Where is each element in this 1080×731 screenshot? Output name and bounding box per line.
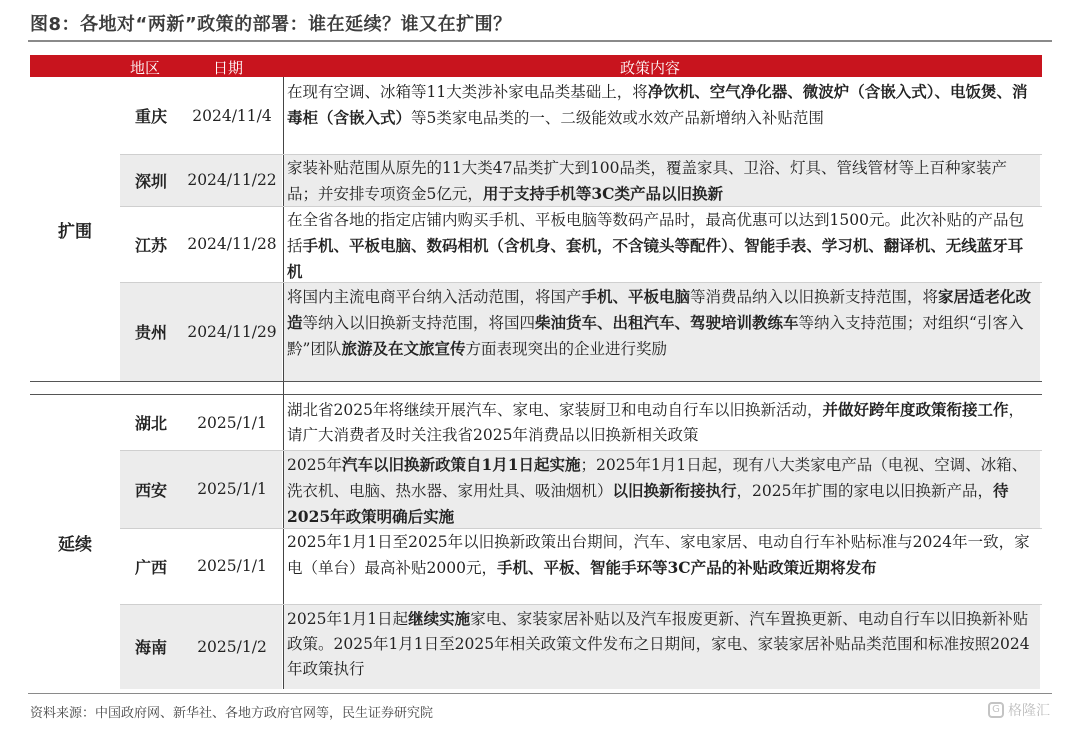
content-cell bbox=[284, 154, 1040, 206]
content-text: 2025年1月1日至2025年以旧换新政策出台期间，汽车、家电家居、电动自行车补贴标准与2024年一致，家电（单台）最高补贴2000元， bbox=[287, 533, 1030, 577]
table-row bbox=[30, 450, 1042, 528]
emphasized-text: 待2025年政策明确后实施 bbox=[287, 481, 1009, 526]
table-row bbox=[30, 206, 1042, 282]
row-divider bbox=[120, 282, 1042, 283]
content-cell bbox=[284, 206, 1040, 282]
content-text: 在全省各地的指定店铺内购买手机、平板电脑等数码产品时，最高优惠可以达到1500元。此次补贴的产品包括 bbox=[287, 211, 1024, 255]
city-cell: 湖北 bbox=[134, 414, 167, 433]
content-text: ，请广大消费者及时关注我省2025年消费品以旧换新相关政策 bbox=[287, 401, 1024, 444]
row-divider bbox=[120, 528, 1042, 529]
source-note: 资料来源：中国政府网、新华社、各地方政府官网等，民生证券研究院 bbox=[30, 706, 434, 721]
content-text: 等纳入支持范围；对组织“引客入黔”团队 bbox=[287, 314, 1024, 358]
table-row bbox=[30, 282, 1042, 381]
table-header bbox=[30, 55, 1042, 77]
emphasized-text: 用于支持手机等3C类产品以旧换新 bbox=[482, 184, 723, 203]
content-text: ，2025年扩围的家电以旧换新产品， bbox=[736, 482, 993, 500]
content-text: ；2025年1月1日起，现有八大类家电产品（电视、空调、冰箱、洗衣机、电脑、热水器、家用灶具、吸油烟机） bbox=[287, 456, 1028, 500]
footer-divider bbox=[28, 693, 1052, 694]
row-divider bbox=[120, 604, 1042, 605]
content-text: 等纳入以旧换新支持范围，将国四 bbox=[302, 314, 536, 332]
content-text: 2025年1月1日起 bbox=[287, 610, 409, 628]
emphasized-text: 旅游及在文旅宣传 bbox=[341, 339, 466, 358]
table-row bbox=[30, 528, 1042, 604]
header-content: 政策内容 bbox=[620, 59, 681, 77]
table-row bbox=[30, 77, 1042, 154]
policy-table bbox=[30, 77, 1042, 689]
city-cell: 广西 bbox=[134, 557, 167, 577]
date-cell: 2025/1/2 bbox=[182, 604, 282, 689]
row-divider bbox=[120, 206, 1042, 207]
content-text: 等5类家电品类的一、二级能效或水效产品新增纳入补贴范围 bbox=[411, 109, 824, 127]
date-cell: 2024/11/28 bbox=[187, 235, 277, 253]
content-cell bbox=[284, 450, 1040, 528]
brand-logo-icon: G bbox=[988, 702, 1004, 718]
title-divider bbox=[28, 40, 1052, 42]
emphasized-text: 并做好跨年度政策衔接工作 bbox=[822, 400, 1009, 419]
emphasized-text: 手机、平板、智能手环等3C产品的补贴政策近期将发布 bbox=[496, 558, 877, 577]
table-row bbox=[30, 154, 1042, 206]
date-cell: 2024/11/29 bbox=[182, 282, 282, 381]
content-text: 家装补贴范围从原先的11大类47品类扩大到100品类，覆盖家具、卫浴、灯具、管线管材等上百种家装产品；并安排专项资金5亿元， bbox=[287, 159, 1008, 203]
emphasized-text: 柴油货车、出租汽车、驾驶培训教练车 bbox=[535, 313, 799, 332]
group-label-continue: 延续 bbox=[58, 534, 92, 555]
content-text: 湖北省2025年将继续开展汽车、家电、家装厨卫和电动自行车以旧换新活动， bbox=[287, 401, 823, 419]
content-text: 将国内主流电商平台纳入活动范围，将国产 bbox=[287, 288, 582, 306]
city-cell: 江苏 bbox=[134, 235, 167, 255]
date-cell: 2024/11/22 bbox=[182, 154, 282, 206]
group-label-expand: 扩围 bbox=[58, 221, 92, 242]
emphasized-text: 汽车以旧换新政策自1月1日起实施 bbox=[341, 455, 581, 474]
figure-title: 图8：各地对“两新”政策的部署：谁在延续？谁又在扩围？ bbox=[30, 14, 512, 35]
watermark-text: 格隆汇 bbox=[1008, 703, 1050, 719]
city-cell: 海南 bbox=[120, 604, 182, 689]
city-cell: 重庆 bbox=[134, 107, 167, 126]
column-divider bbox=[283, 77, 284, 689]
header-date: 日期 bbox=[213, 59, 244, 77]
emphasized-text: 手机、平板电脑、数码相机（含机身、套机，不含镜头等配件）、智能手表、学习机、翻译机、无线蓝牙耳机 bbox=[287, 236, 1024, 281]
content-cell bbox=[284, 282, 1040, 381]
table-row bbox=[30, 395, 1042, 450]
content-cell bbox=[284, 604, 1040, 689]
emphasized-text: 继续实施 bbox=[408, 609, 471, 628]
date-cell: 2024/11/4 bbox=[192, 106, 272, 125]
city-cell: 贵州 bbox=[120, 282, 182, 381]
content-text: 方面表现突出的企业进行奖励 bbox=[465, 340, 667, 358]
content-cell bbox=[284, 77, 1040, 154]
emphasized-text: 手机、平板电脑 bbox=[581, 287, 691, 306]
city-cell: 深圳 bbox=[120, 154, 182, 206]
row-divider bbox=[120, 450, 1042, 451]
content-cell bbox=[284, 395, 1040, 450]
content-text: 2025年 bbox=[287, 456, 342, 474]
watermark-logo bbox=[988, 700, 1050, 720]
date-cell: 2025/1/1 bbox=[197, 557, 267, 575]
row-divider bbox=[120, 154, 1042, 155]
emphasized-text: 家居适老化改造 bbox=[287, 287, 1032, 332]
group-divider bbox=[30, 381, 1042, 382]
table-row bbox=[30, 604, 1042, 689]
date-cell: 2025/1/1 bbox=[197, 413, 267, 432]
city-cell: 西安 bbox=[120, 450, 182, 528]
content-cell bbox=[284, 528, 1040, 604]
header-region: 地区 bbox=[130, 59, 161, 77]
emphasized-text: 净饮机、空气净化器、微波炉（含嵌入式）、电饭煲、消毒柜（含嵌入式） bbox=[287, 82, 1028, 127]
group-divider bbox=[30, 394, 1042, 395]
date-cell: 2025/1/1 bbox=[182, 450, 282, 528]
content-text: 等消费品纳入以旧换新支持范围，将 bbox=[690, 288, 939, 306]
content-text: 家电、家装家居补贴以及汽车报废更新、汽车置换更新、电动自行车以旧换新补贴政策。2025年1月1日至2025年相关政策文件发布之日期间，家电、家装家居补贴品类范围和标准按照2024年政策执行 bbox=[287, 610, 1030, 678]
emphasized-text: 以旧换新衔接执行 bbox=[612, 481, 737, 500]
content-text: 在现有空调、冰箱等11大类涉补家电品类基础上，将 bbox=[287, 83, 648, 101]
